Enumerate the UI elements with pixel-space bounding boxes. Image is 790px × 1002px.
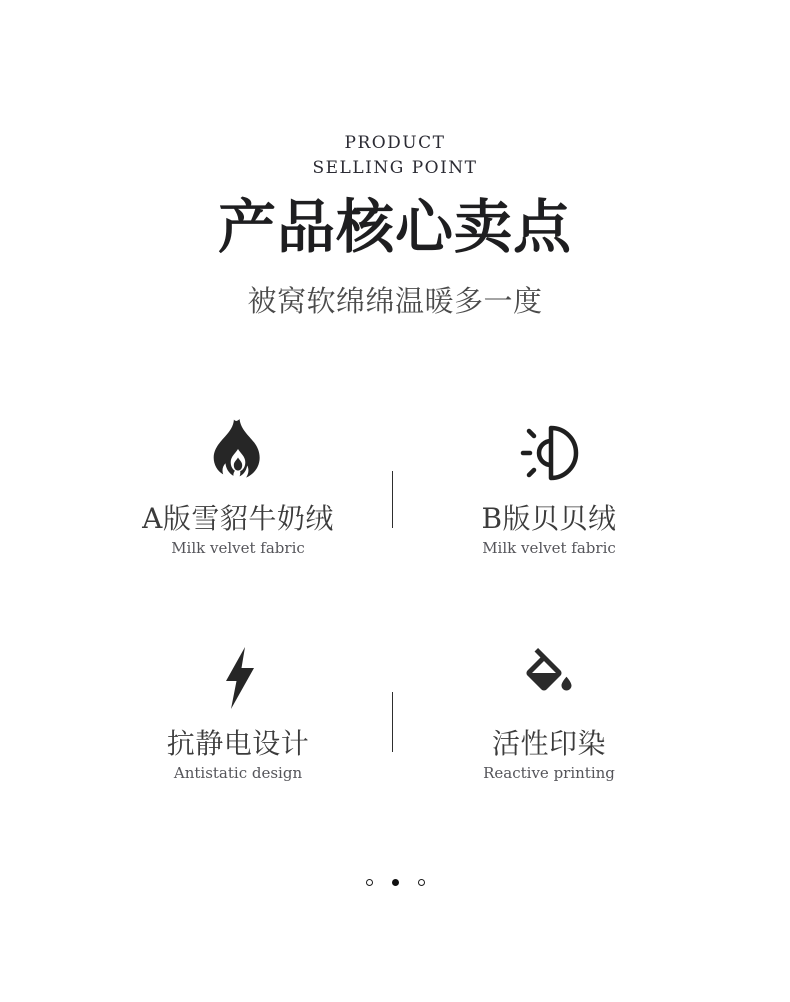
eyebrow-line-1: PRODUCT	[344, 133, 446, 153]
feature-subtitle: Milk velvet fabric	[171, 539, 305, 557]
carousel-dot[interactable]	[366, 879, 373, 886]
page-subtitle: 被窝软绵绵温暖多一度	[247, 284, 543, 318]
feature-subtitle: Antistatic design	[173, 764, 303, 782]
carousel-dot[interactable]	[418, 879, 425, 886]
lightning-icon	[219, 647, 257, 709]
feature-subtitle: Milk velvet fabric	[482, 539, 616, 557]
vertical-divider	[392, 471, 393, 528]
flame-icon	[213, 419, 263, 487]
feature-title: 活性印染	[491, 727, 606, 760]
paint-bucket-icon	[518, 648, 580, 708]
feature-milk-velvet-b	[389, 416, 709, 557]
feature-title: A版雪貂牛奶绒	[142, 502, 334, 535]
carousel-dots	[0, 879, 790, 886]
feature-antistatic	[78, 641, 398, 782]
feature-reactive-printing	[389, 641, 709, 782]
vertical-divider	[392, 692, 393, 752]
eyebrow	[0, 131, 790, 181]
feature-title: B版贝贝绒	[481, 502, 617, 535]
eyebrow-line-2: SELLING POINT	[312, 158, 478, 178]
contrast-icon	[517, 421, 581, 485]
feature-milk-velvet-a	[78, 416, 398, 557]
carousel-dot[interactable]	[392, 879, 399, 886]
feature-title: 抗静电设计	[166, 727, 310, 760]
page-title: 产品核心卖点	[217, 193, 572, 261]
feature-subtitle: Reactive printing	[483, 764, 615, 782]
